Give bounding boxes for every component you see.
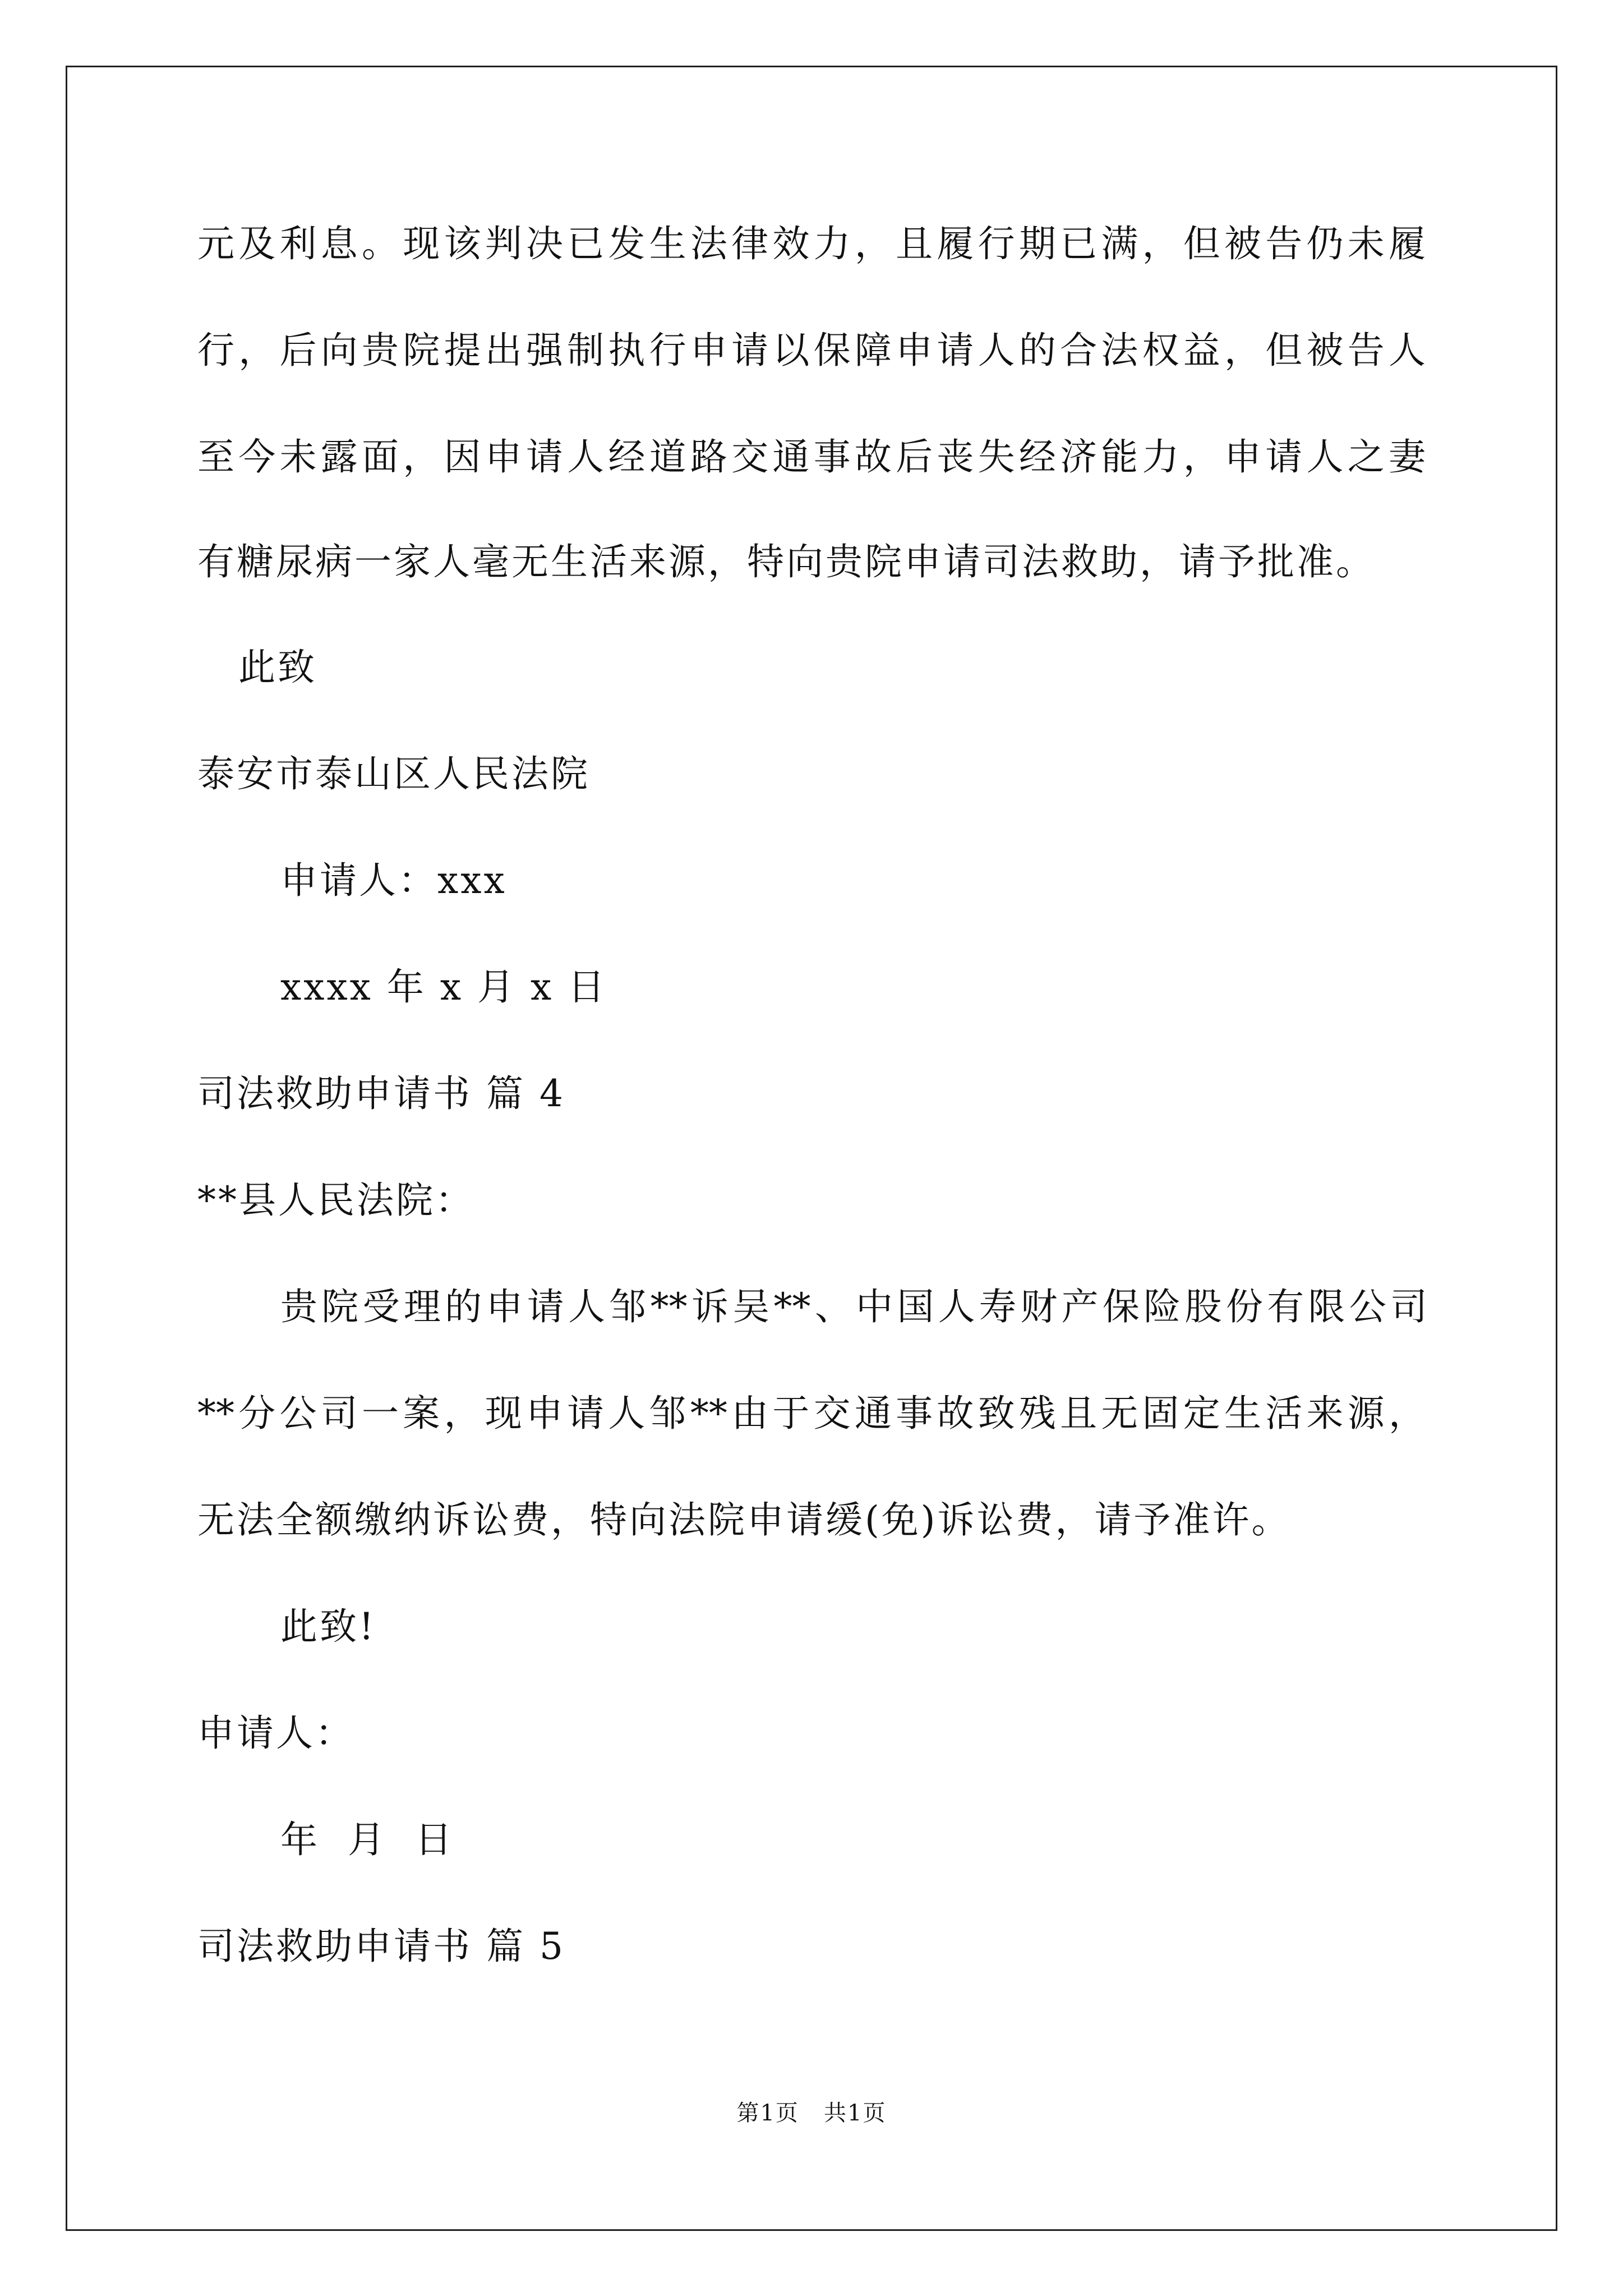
paragraph-line: 贵院受理的申请人邹**诉吴**、中国人寿财产保险股份有限公司 [280,1285,1427,1328]
paragraph-line: 元及利息。现该判决已发生法律效力，且履行期已满，但被告仍未履 [197,222,1426,265]
date-line: 年 月 日 [280,1818,454,1861]
section-heading: 司法救助申请书 篇 5 [197,1925,565,1968]
paragraph-line: 行，后向贵院提出强制执行申请以保障申请人的合法权益，但被告人 [197,329,1426,372]
paragraph-line: 至今未露面，因申请人经道路交通事故后丧失经济能力，申请人之妻 [197,435,1426,478]
salutation: 此致! [280,1605,376,1648]
paragraph-line: 有糖尿病一家人毫无生活来源，特向贵院申请司法救助，请予批准。 [197,540,1375,583]
page-border [66,66,1557,2231]
paragraph-line: **分公司一案，现申请人邹**由于交通事故致残且无固定生活来源， [197,1392,1426,1435]
date-line: xxxx 年 x 月 x 日 [280,965,607,1009]
salutation: 此致 [238,646,317,689]
court-name: 泰安市泰山区人民法院 [197,752,590,795]
section-heading: 司法救助申请书 篇 4 [197,1072,565,1115]
applicant-line: 申请人：xxx [280,859,507,902]
page-footer: 第1页 共1页 [736,2100,887,2126]
paragraph-line: 无法全额缴纳诉讼费，特向法院申请缓(免)诉讼费，请予准许。 [197,1498,1291,1542]
applicant-line: 申请人： [197,1711,354,1755]
addressee: **县人民法院： [197,1179,474,1222]
